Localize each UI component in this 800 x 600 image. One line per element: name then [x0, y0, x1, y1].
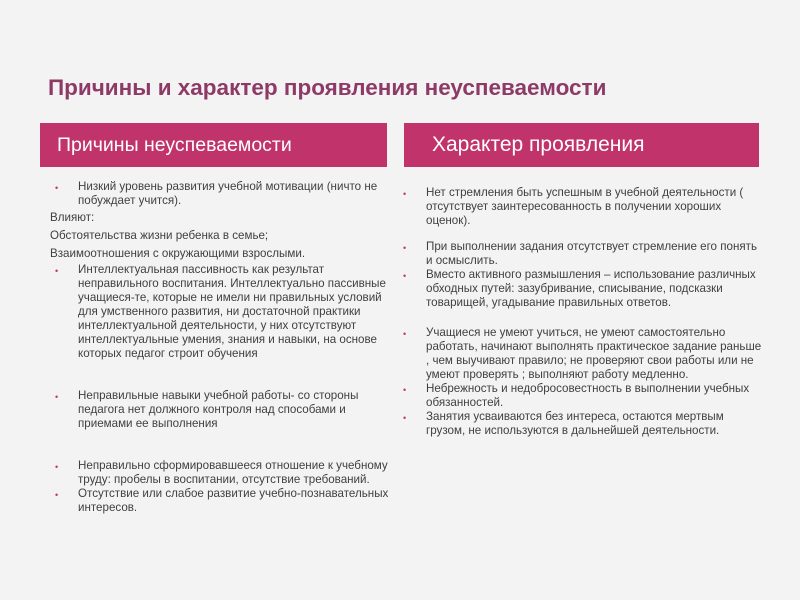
influence-family: Обстоятельства жизни ребенка в семье;: [50, 229, 269, 242]
item-text: Нет стремления быть успешным в учебной деятельности ( отсутствует заинтересованность в получении хороших оценок).: [426, 186, 744, 227]
item-text: Занятия усваиваются без интереса, остаются мертвым грузом, не используются в дальнейшей деятельности.: [426, 410, 724, 437]
bullet-icon: •: [403, 271, 407, 281]
list-item: [398, 268, 766, 310]
causes-column: [50, 180, 395, 515]
bullet-icon: •: [55, 490, 59, 500]
item-text: Неправильные навыки учебной работы- со стороны педагога нет должного контроля над способами и приемами ее выполнения: [78, 389, 359, 430]
item-text: При выполнении задания отсутствует стремление его понять и осмыслить.: [426, 240, 757, 267]
list-item: [50, 459, 395, 487]
list-item: [50, 263, 395, 361]
item-text: Низкий уровень развития учебной мотивации (ничто не побуждает учится).: [78, 180, 378, 207]
item-text: Вместо активного размышления – использование различных обходных путей: зазубривание, списывание, подсказки товарищей, угадывание правильных ответов.: [426, 268, 756, 309]
bullet-icon: •: [55, 392, 59, 402]
manifestation-column: [398, 186, 766, 438]
bullet-icon: •: [55, 183, 59, 193]
bullet-icon: •: [403, 243, 407, 253]
influence-adults: Взаимоотношения с окружающими взрослыми.: [50, 247, 306, 260]
bullet-icon: •: [55, 266, 59, 276]
bullet-icon: •: [55, 462, 59, 472]
item-text: Неправильно сформировавшееся отношение к учебному труду: пробелы в воспитании, отсутствие требований.: [78, 459, 388, 486]
item-text: Интеллектуальная пассивность как результат неправильного воспитания. Интеллектуально пассивные учащиеся-те, которые не имели ни правильных условий для умственного развития, ни достаточной практики интеллектуальной деятельности, у них отсутствуют интеллектуальные умения, знания и навыки, на основе которых педагог строит обучения: [78, 263, 386, 360]
item-text: Отсутствие или слабое развитие учебно-познавательных интересов.: [78, 487, 389, 514]
item-text: Небрежность и недобросовестность в выполнении учебных обязанностей.: [426, 382, 750, 409]
slide-title: Причины и характер проявления неуспеваемости: [48, 75, 607, 100]
bullet-icon: •: [403, 189, 407, 199]
list-item: [398, 240, 766, 268]
list-item: [398, 186, 766, 228]
list-item: [50, 389, 395, 431]
list-item: [50, 180, 395, 208]
list-item: [398, 326, 766, 382]
manifestation-header: Характер проявления: [404, 123, 759, 167]
list-item: [50, 487, 395, 515]
list-item: [398, 410, 766, 438]
influence-label: Влияют:: [50, 211, 95, 224]
causes-header: Причины неуспеваемости: [40, 123, 387, 167]
bullet-icon: •: [403, 329, 407, 339]
bullet-icon: •: [403, 413, 407, 423]
item-text: Учащиеся не умеют учиться, не умеют самостоятельно работать, начинают выполнять практическое задание раньше , чем выучивают правило; не проверяют свои работы или не умеют проверять ; выполняют работу медленно.: [426, 326, 762, 381]
list-item: [398, 382, 766, 410]
bullet-icon: •: [403, 385, 407, 395]
